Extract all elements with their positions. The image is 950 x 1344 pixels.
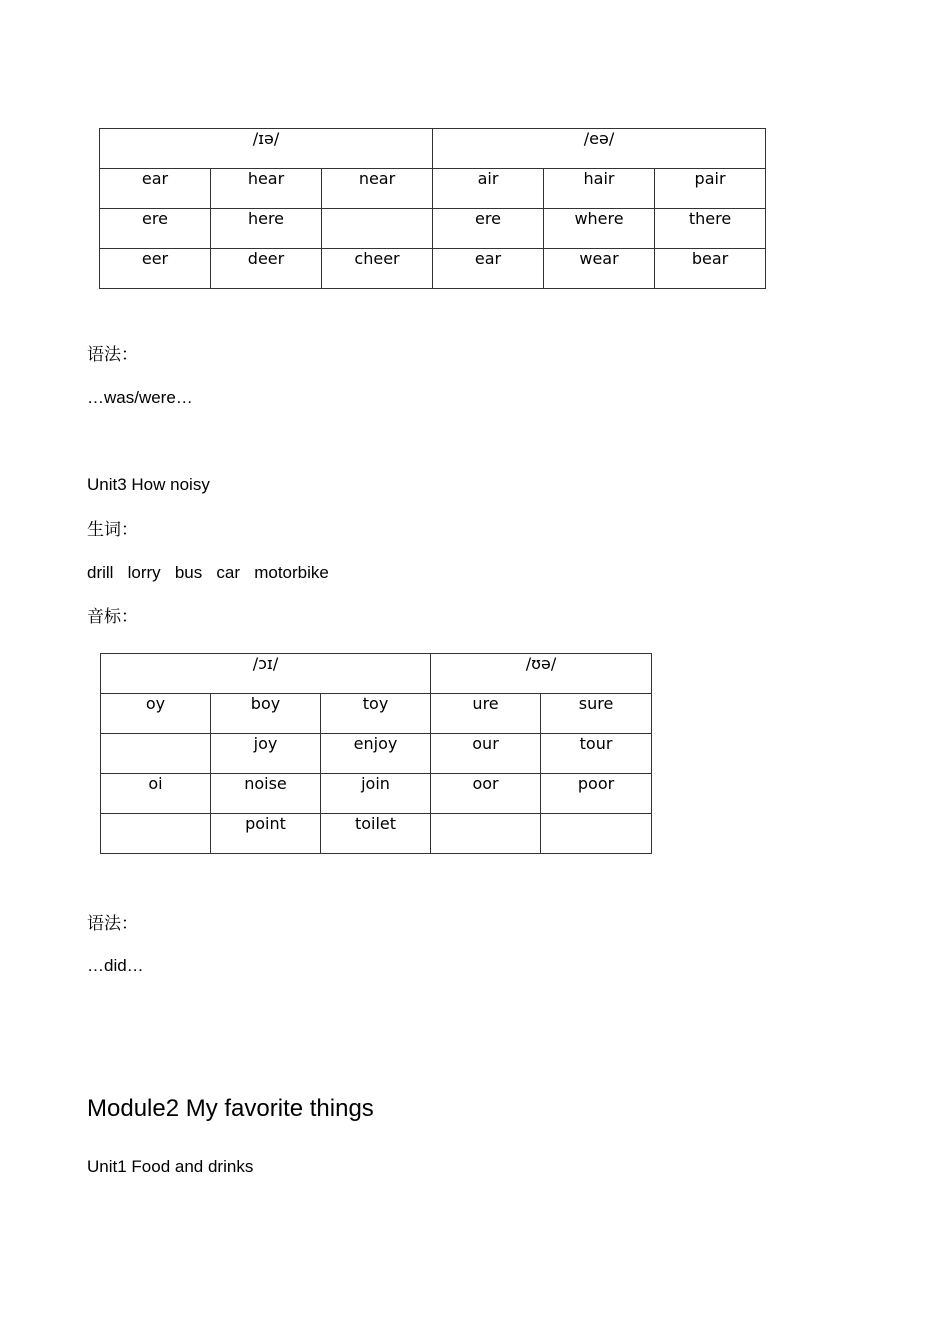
table-cell: ear [433,249,544,289]
table-cell: here [211,209,322,249]
phonetic-symbol-ia: /ɪə/ [100,129,433,169]
table-cell: sure [541,694,652,734]
table-row [101,734,652,774]
table-cell: point [211,814,321,854]
table-cell: wear [544,249,655,289]
table-row [100,169,766,209]
table-row [101,814,652,854]
table-cell: deer [211,249,322,289]
table-cell: oi [101,774,211,814]
module2-title: Module2 My favorite things [87,1095,374,1122]
table-cell: noise [211,774,321,814]
table-cell [541,814,652,854]
table-cell: hair [544,169,655,209]
table-cell: bear [655,249,766,289]
table-cell: pair [655,169,766,209]
table-cell: joy [211,734,321,774]
table-cell: there [655,209,766,249]
table-cell: enjoy [321,734,431,774]
table-cell: air [433,169,544,209]
table-cell: toilet [321,814,431,854]
phonetic-symbol-oi: /ɔɪ/ [101,654,431,694]
table-cell: toy [321,694,431,734]
table-cell: oor [431,774,541,814]
table-row [101,774,652,814]
unit1-title: Unit1 Food and drinks [87,1157,254,1176]
table-header-row [100,129,766,169]
phonetics-label: 音标： [87,607,138,627]
phonetic-symbol-ea: /eə/ [433,129,766,169]
table-cell: cheer [322,249,433,289]
grammar-content: …was/were… [87,388,193,407]
table-cell: eer [100,249,211,289]
phonetic-symbol-ua: /ʊə/ [431,654,652,694]
table-cell: near [322,169,433,209]
grammar-content: …did… [87,956,144,975]
table-cell: ere [100,209,211,249]
table-cell: ere [433,209,544,249]
vocab-label: 生词： [87,520,138,540]
grammar-label: 语法： [87,914,138,934]
table-row [100,209,766,249]
table-cell: ear [100,169,211,209]
table-cell [431,814,541,854]
table-cell: poor [541,774,652,814]
table-cell [101,734,211,774]
table-cell: where [544,209,655,249]
vocab-list: drill lorry bus car motorbike [87,563,329,582]
table-cell: our [431,734,541,774]
phonetics-table-ia-ea [99,128,766,289]
phonetics-table-oi-ua [100,653,652,854]
table-cell: tour [541,734,652,774]
table-cell: hear [211,169,322,209]
unit3-title: Unit3 How noisy [87,475,210,494]
table-row [100,249,766,289]
grammar-label: 语法： [87,345,138,365]
table-cell: join [321,774,431,814]
table-cell: oy [101,694,211,734]
table-cell: boy [211,694,321,734]
table-cell: ure [431,694,541,734]
table-cell [322,209,433,249]
table-header-row [101,654,652,694]
table-cell [101,814,211,854]
table-row [101,694,652,734]
